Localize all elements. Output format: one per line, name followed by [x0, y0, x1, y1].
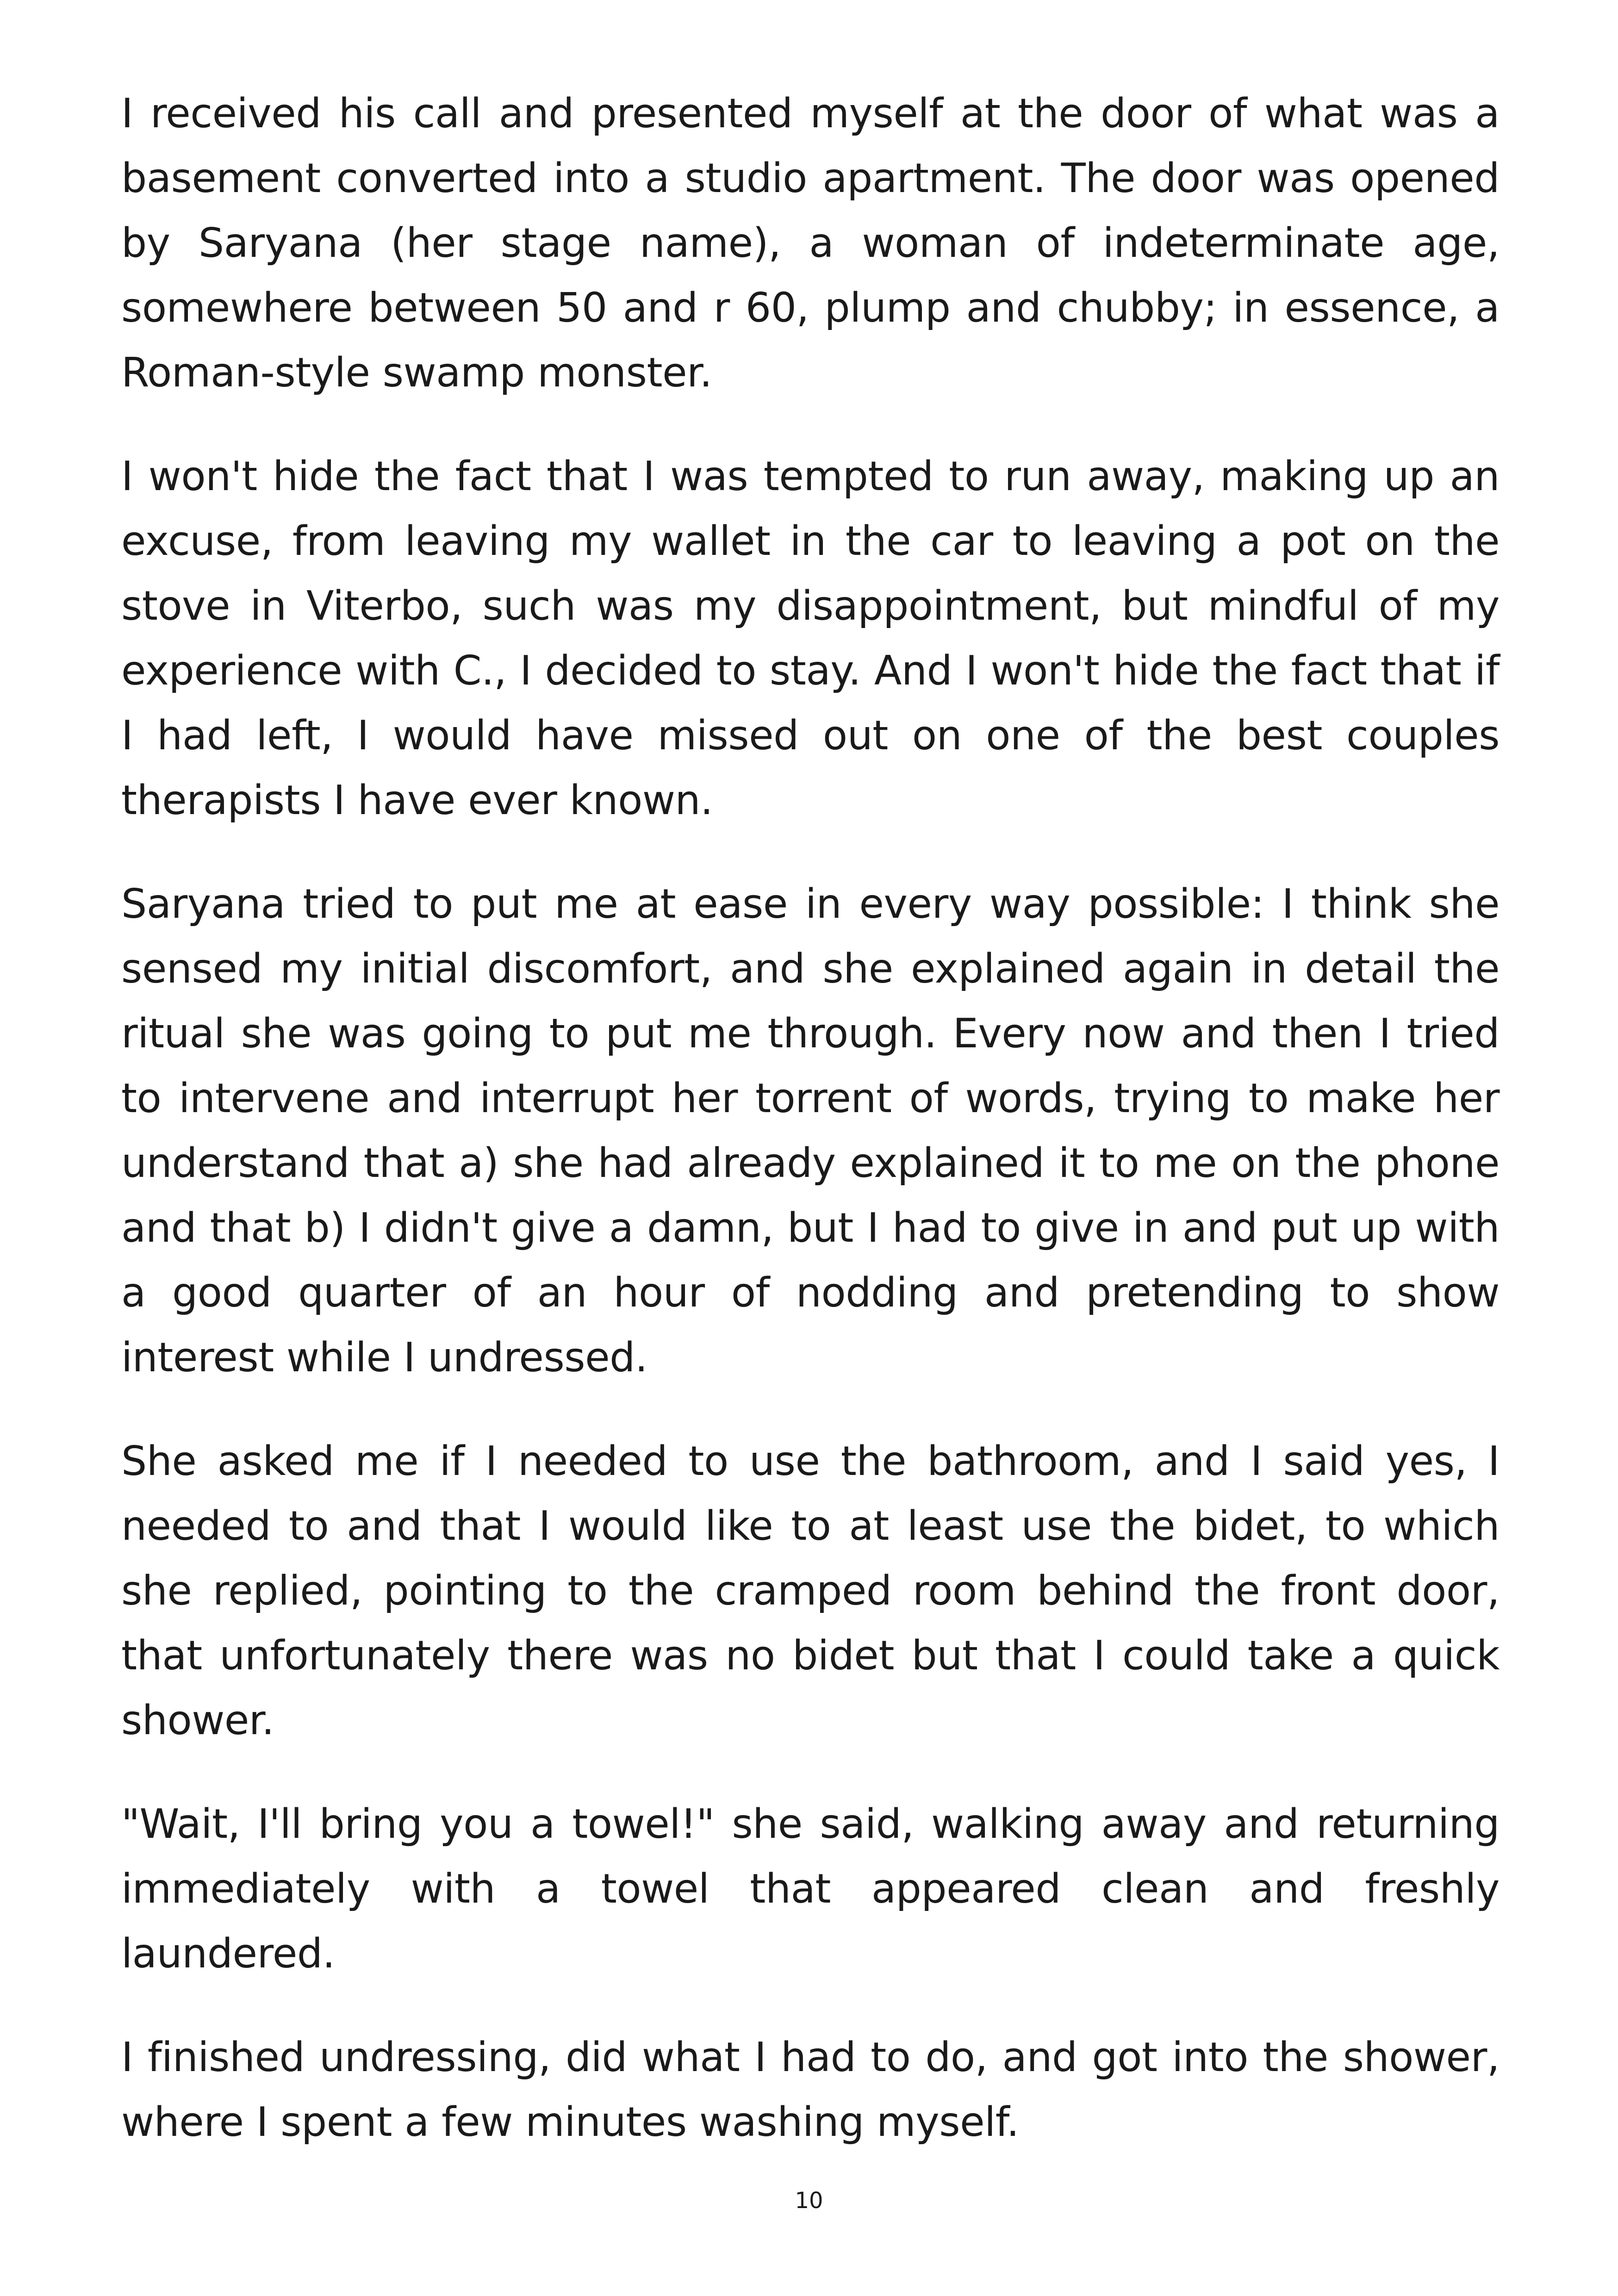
paragraph: I finished undressing, did what I had to do, and got into the shower, where I spent a few minutes washing myself. — [121, 2034, 1500, 2146]
paragraph: I won't hide the fact that I was tempted to run away, making up an excuse, from leaving my wallet in the car to leaving a pot on the stove in Viterbo, such was my disappointment, but mindful of my experience with C., I decided to stay. And I won't hide the fact that if I had left, I would have missed out on one of the best couples therapists I have ever known. — [121, 453, 1500, 824]
page-number: 10 — [795, 2188, 823, 2214]
paragraph: "Wait, I'll bring you a towel!" she said, walking away and returning immediately with a towel that appeared clean and freshly laundered. — [121, 1800, 1500, 1977]
body-text — [121, 81, 1500, 2193]
paragraph: She asked me if I needed to use the bathroom, and I said yes, I needed to and that I would like to at least use the bidet, to which she replied, pointing to the cramped room behind the front door, that unfortunately there was no bidet but that I could take a quick shower. — [121, 1437, 1500, 1744]
paragraph: Saryana tried to put me at ease in every way possible: I think she sensed my initial discomfort, and she explained again in detail the ritual she was going to put me through. Every now and then I tried to intervene and interrupt her torrent of words, trying to make her understand that a) she had already explained it to me on the phone and that b) I didn't give a damn, but I had to give in and put up with a good quarter of an hour of nodding and pretending to show interest while I undressed. — [121, 880, 1500, 1381]
paragraph: I received his call and presented myself at the door of what was a basement converted into a studio apartment. The door was opened by Saryana (her stage name), a woman of indeterminate age, somewhere between 50 and r 60, plump and chubby; in essence, a Roman-style swamp monster. — [121, 90, 1500, 396]
